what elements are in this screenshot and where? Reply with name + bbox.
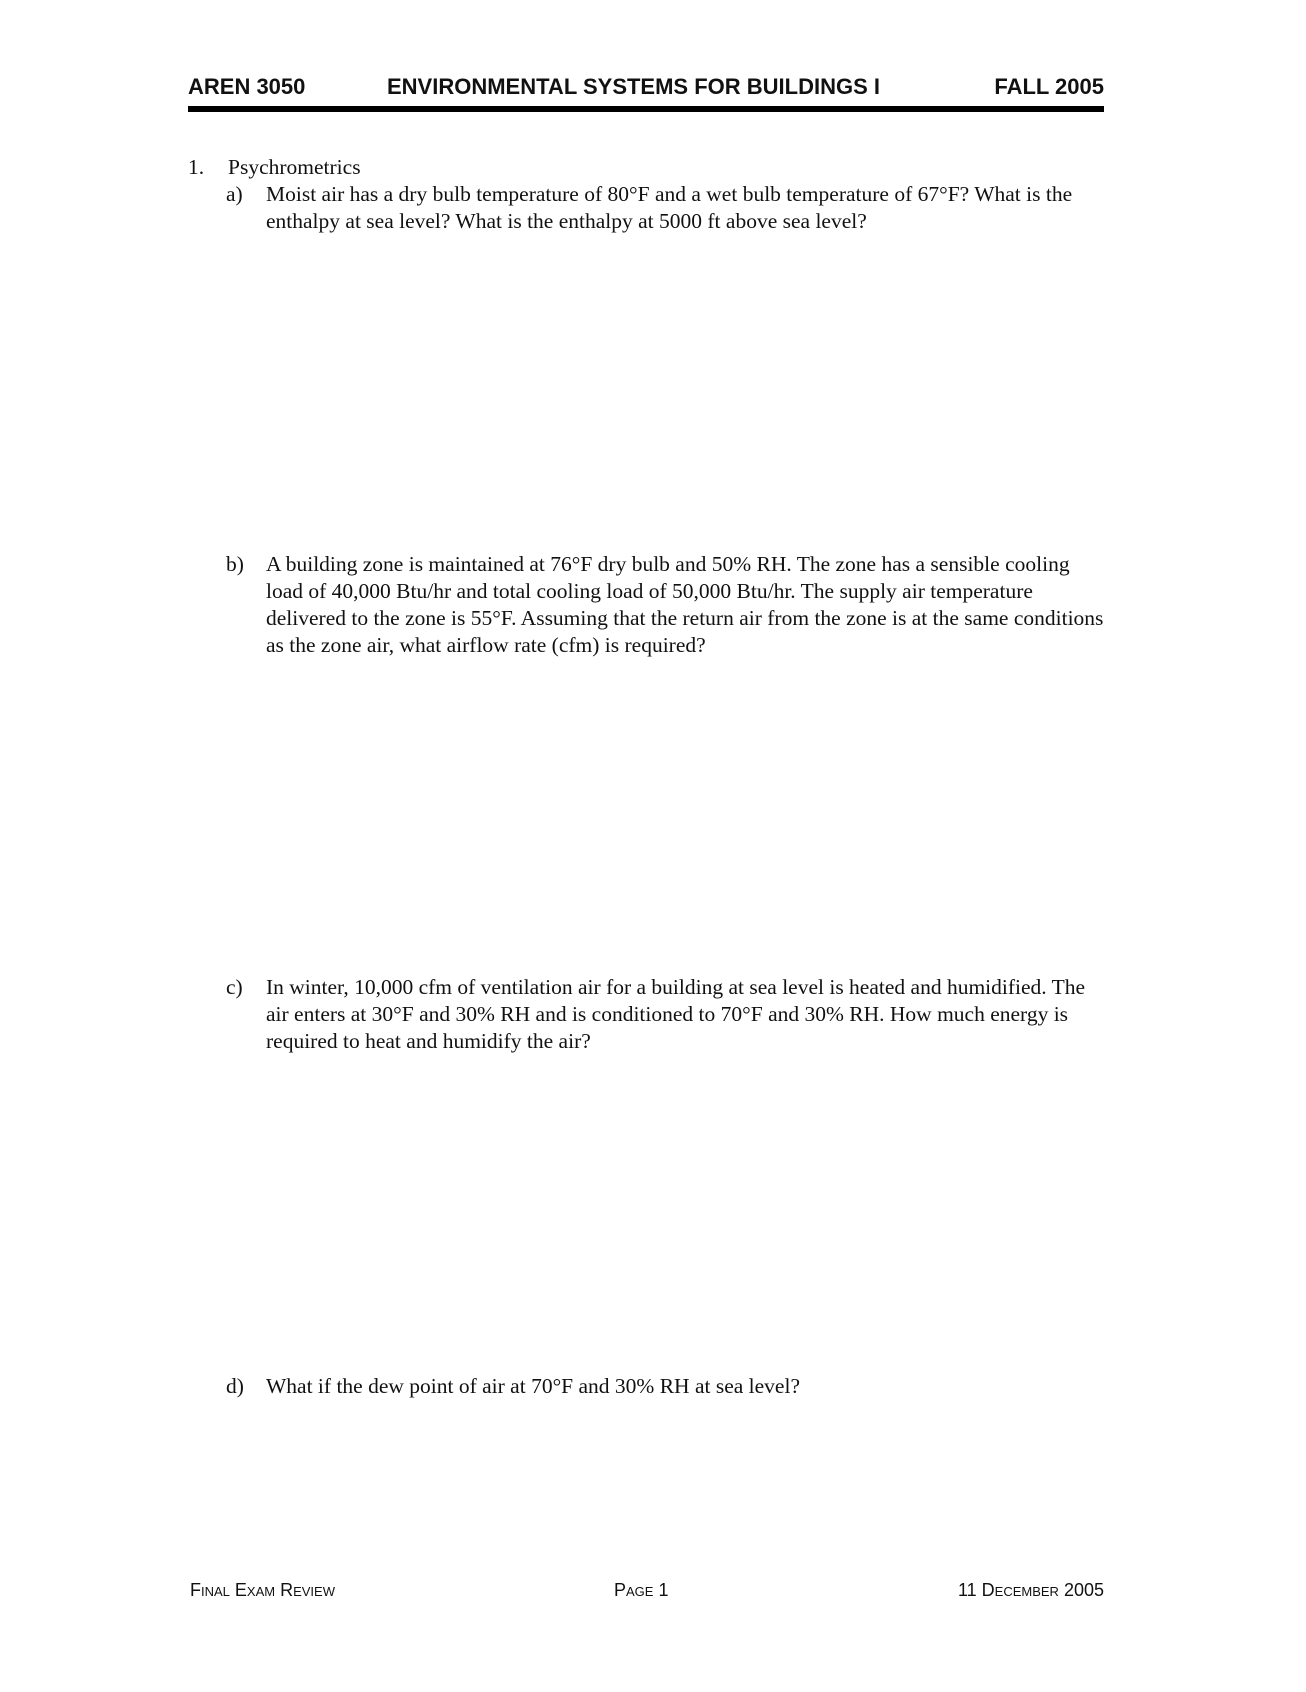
footer-document-label: Final Exam Review (190, 1580, 335, 1600)
course-code: AREN 3050 (188, 74, 306, 99)
question-letter: a) (226, 182, 243, 206)
question-letter: b) (226, 552, 244, 576)
page-header (188, 74, 1104, 106)
header-rule (188, 106, 1104, 112)
section-name: Psychrometrics (228, 155, 361, 179)
question-text: In winter, 10,000 cfm of ventilation air for a building at sea level is heated and humidified. The air enters at 30°F and 30% RH and is conditioned to 70°F and 30% RH. How much energy is required to heat and humidify the air? (266, 975, 1086, 1053)
course-title: ENVIRONMENTAL SYSTEMS FOR BUILDINGS I (387, 74, 880, 99)
footer-page-number: Page 1 (614, 1580, 669, 1600)
term-label: FALL 2005 (994, 74, 1104, 99)
question-text: A building zone is maintained at 76°F dry bulb and 50% RH. The zone has a sensible cooling load of 40,000 Btu/hr and total cooling load of 50,000 Btu/hr. The supply air temperature delivered to the zone is 55°F. Assuming that the return air from the zone is at the same conditions as the zone air, what airflow rate (cfm) is required? (266, 552, 1104, 657)
question-text: Moist air has a dry bulb temperature of 80°F and a wet bulb temperature of 67°F? What is the enthalpy at sea level? What is the enthalpy at 5000 ft above sea level? (266, 182, 1073, 233)
question-letter: c) (226, 975, 243, 999)
question-text: What if the dew point of air at 70°F and 30% RH at sea level? (266, 1374, 800, 1398)
question-letter: d) (226, 1374, 244, 1398)
footer-date: 11 December 2005 (957, 1580, 1104, 1600)
section-number: 1. (188, 155, 205, 179)
